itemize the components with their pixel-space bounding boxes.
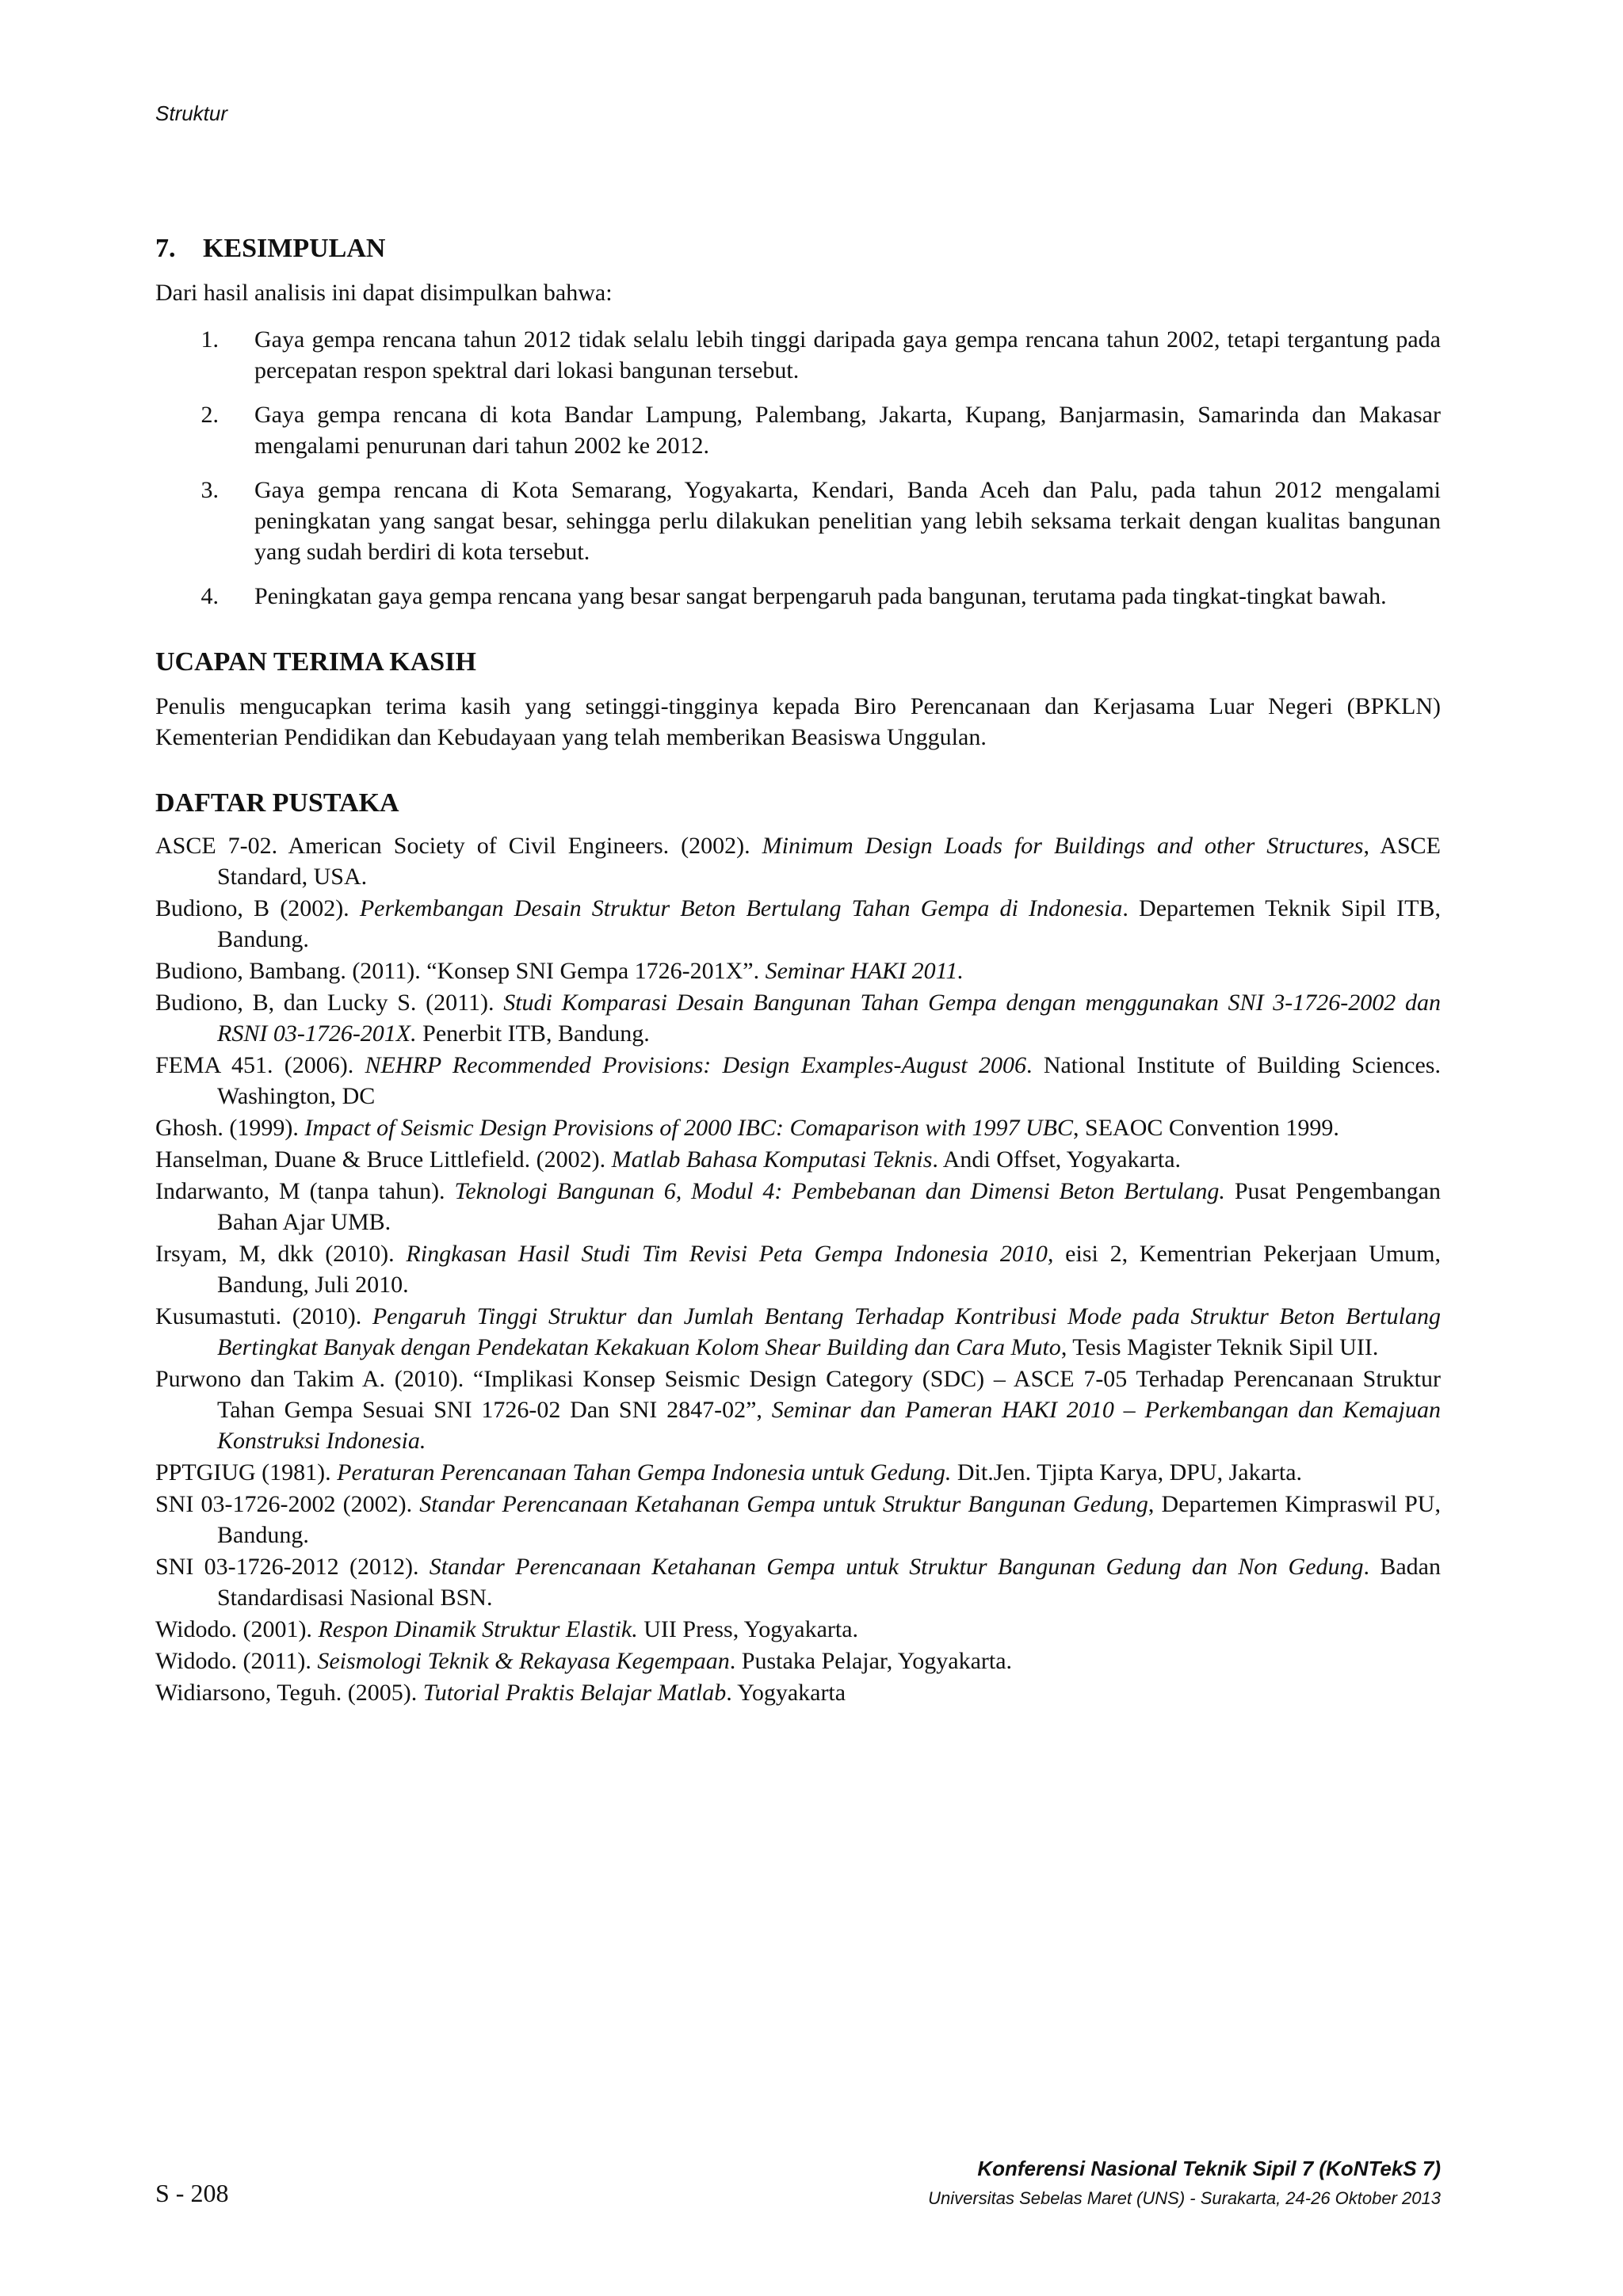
list-item-number: 4. (200, 583, 219, 609)
reference-publisher: , SEAOC Convention 1999. (1073, 1115, 1339, 1141)
reference-authors: Hanselman, Duane & Bruce Littlefield. (2002). (155, 1146, 612, 1173)
reference-authors: FEMA 451. (2006). (155, 1052, 365, 1078)
page-number: S - 208 (155, 2179, 229, 2207)
reference-item (155, 1363, 1441, 1456)
reference-title: Studi Komparasi Desain Bangunan Tahan Gempa dengan menggunakan SNI 3-1726-2002 dan RSNI 03-1726-201X. (217, 990, 1441, 1047)
list-item (155, 475, 1441, 567)
reference-item (155, 1614, 1441, 1645)
reference-authors: Purwono dan Takim A. (2010). “Implikasi Konsep Seismic Design Category (SDC) – ASCE 7-05 Terhadap Perencanaan Struktur Tahan Gempa Sesuai SNI 1726-02 Dan SNI 2847-02”, (155, 1366, 1441, 1423)
section-heading-acknowledgement: UCAPAN TERIMA KASIH (155, 647, 476, 677)
reference-authors: Widodo. (2011). (155, 1648, 318, 1674)
reference-authors: Widodo. (2001). (155, 1616, 319, 1642)
reference-title: Seminar dan Pameran HAKI 2010 – Perkembangan dan Kemajuan Konstruksi Indonesia. (217, 1397, 1441, 1454)
reference-item (155, 1238, 1441, 1300)
reference-title: Seminar HAKI 2011. (765, 958, 964, 984)
reference-publisher: . Badan Standardisasi Nasional BSN. (217, 1554, 1442, 1611)
reference-title: Matlab Bahasa Komputasi Teknis (611, 1146, 933, 1173)
list-item (155, 399, 1441, 461)
reference-publisher: Dit.Jen. Tjipta Karya, DPU, Jakarta. (951, 1459, 1303, 1486)
reference-publisher: , Tesis Magister Teknik Sipil UII. (1060, 1334, 1379, 1360)
reference-item (155, 1457, 1441, 1488)
list-item-number: 1. (200, 326, 219, 353)
reference-authors: Budiono, B, dan Lucky S. (2011). (155, 990, 504, 1016)
list-item-text: Gaya gempa rencana di Kota Semarang, Yogyakarta, Kendari, Banda Aceh dan Palu, pada tahun 2012 mengalami peningkatan yang sangat besar, sehingga perlu dilakukan penelitian yang lebih seksama terkait dengan kualitas bangunan yang sudah berdiri di kota tersebut. (254, 477, 1441, 565)
reference-publisher: eisi 2, Kementrian Pekerjaan Umum, Bandung, Juli 2010. (217, 1241, 1442, 1298)
reference-authors: Budiono, Bambang. (2011). “Konsep SNI Gempa 1726-201X”. (155, 958, 766, 984)
reference-item (155, 987, 1441, 1049)
reference-title: Teknologi Bangunan 6, Modul 4: Pembebanan dan Dimensi Beton Bertulang. (454, 1178, 1225, 1204)
reference-item (155, 1112, 1441, 1143)
reference-authors: Indarwanto, M (tanpa tahun). (155, 1178, 455, 1204)
reference-title: Standar Perencanaan Ketahanan Gempa untuk Struktur Bangunan Gedung (419, 1491, 1148, 1517)
reference-publisher: . National Institute of Building Sciences. Washington, DC (217, 1052, 1441, 1109)
reference-publisher: . Andi Offset, Yogyakarta. (932, 1146, 1182, 1173)
reference-publisher: Penerbit ITB, Bandung. (416, 1020, 650, 1047)
reference-item (155, 1551, 1441, 1613)
reference-item (155, 1489, 1441, 1550)
reference-authors: Budiono, B (2002). (155, 895, 360, 921)
reference-authors: Ghosh. (1999). (155, 1115, 305, 1141)
section-number: 7. (155, 234, 176, 263)
reference-item (155, 1301, 1441, 1363)
reference-title: Peraturan Perencanaan Tahan Gempa Indonesia untuk Gedung. (337, 1459, 952, 1486)
list-item-number: 3. (200, 477, 219, 503)
section-heading-kesimpulan (155, 231, 1441, 266)
acknowledgement-text: Penulis mengucapkan terima kasih yang setinggi-tingginya kepada Biro Perencanaan dan Kerjasama Luar Negeri (BPKLN) Kementerian Pendidikan dan Kebudayaan yang telah memberikan Beasiswa Unggulan. (155, 693, 1441, 750)
list-item (155, 581, 1441, 612)
reference-list (155, 830, 1441, 1708)
running-head: Struktur (155, 101, 228, 125)
reference-publisher: . Yogyakarta (726, 1680, 846, 1706)
section-title: KESIMPULAN (203, 234, 386, 263)
list-item-text: Gaya gempa rencana di kota Bandar Lampung, Palembang, Jakarta, Kupang, Banjarmasin, Samarinda dan Makasar mengalami penurunan dari tahun 2002 ke 2012. (254, 402, 1441, 459)
conclusion-intro: Dari hasil analisis ini dapat disimpulkan bahwa: (155, 280, 613, 306)
reference-title: Perkembangan Desain Struktur Beton Bertulang Tahan Gempa di Indonesia (359, 895, 1123, 921)
reference-authors: Kusumastuti. (2010). (155, 1303, 372, 1329)
reference-title: Ringkasan Hasil Studi Tim Revisi Peta Gempa Indonesia 2010, (406, 1241, 1054, 1267)
list-item (155, 324, 1441, 386)
reference-publisher: . Pustaka Pelajar, Yogyakarta. (729, 1648, 1013, 1674)
reference-title: Tutorial Praktis Belajar Matlab (422, 1680, 727, 1706)
reference-item (155, 1144, 1441, 1175)
reference-publisher: . Departemen Teknik Sipil ITB, Bandung. (217, 895, 1441, 952)
reference-authors: ASCE 7-02. American Society of Civil Engineers. (2002). (155, 833, 762, 859)
reference-publisher: UII Press, Yogyakarta. (637, 1616, 859, 1642)
reference-title: Minimum Design Loads for Buildings and other Structures (762, 833, 1364, 859)
reference-publisher: Pusat Pengembangan Bahan Ajar UMB. (217, 1178, 1441, 1235)
reference-title: Pengaruh Tinggi Struktur dan Jumlah Bentang Terhadap Kontribusi Mode pada Struktur Beton Bertulang Bertingkat Banyak dengan Pendekatan Kekakuan Kolom Shear Building dan Cara Muto (217, 1303, 1441, 1360)
reference-title: Standar Perencanaan Ketahanan Gempa untuk Struktur Bangunan Gedung dan Non Gedung (429, 1554, 1364, 1580)
reference-item (155, 1677, 1441, 1708)
reference-item (155, 893, 1441, 955)
reference-authors: Widiarsono, Teguh. (2005). (155, 1680, 423, 1706)
reference-item (155, 1646, 1441, 1676)
list-item-text: Gaya gempa rencana tahun 2012 tidak selalu lebih tinggi daripada gaya gempa rencana tahun 2002, tetapi tergantung pada percepatan respon spektral dari lokasi bangunan tersebut. (254, 326, 1441, 383)
footer-university: Universitas Sebelas Maret (UNS) - Surakarta, 24-26 Oktober 2013 (928, 2188, 1441, 2208)
reference-item (155, 955, 1441, 986)
reference-publisher: , ASCE Standard, USA. (217, 833, 1441, 890)
reference-authors: SNI 03-1726-2012 (2012). (155, 1554, 430, 1580)
reference-title: Impact of Seismic Design Provisions of 2000 IBC: Comaparison with 1997 UBC (304, 1115, 1074, 1141)
list-item-text: Peningkatan gaya gempa rencana yang besar sangat berpengaruh pada bangunan, terutama pada tingkat-tingkat bawah. (254, 583, 1387, 609)
reference-title: NEHRP Recommended Provisions: Design Examples-August 2006 (365, 1052, 1027, 1078)
reference-authors: SNI 03-1726-2002 (2002). (155, 1491, 420, 1517)
conclusion-list (155, 324, 1441, 612)
reference-title: Respon Dinamik Struktur Elastik. (318, 1616, 638, 1642)
reference-authors: Irsyam, M, dkk (2010). (155, 1241, 407, 1267)
reference-item (155, 1050, 1441, 1112)
list-item-number: 2. (200, 402, 219, 428)
reference-publisher: , Departemen Kimpraswil PU, Bandung. (217, 1491, 1441, 1548)
reference-authors: PPTGIUG (1981). (155, 1459, 338, 1486)
reference-item (155, 830, 1441, 892)
page-content (155, 231, 1441, 1709)
footer-conference: Konferensi Nasional Teknik Sipil 7 (KoNTekS 7) (977, 2157, 1441, 2180)
reference-title: Seismologi Teknik & Rekayasa Kegempaan (317, 1648, 730, 1674)
reference-item (155, 1176, 1441, 1238)
section-heading-references: DAFTAR PUSTAKA (155, 788, 399, 818)
